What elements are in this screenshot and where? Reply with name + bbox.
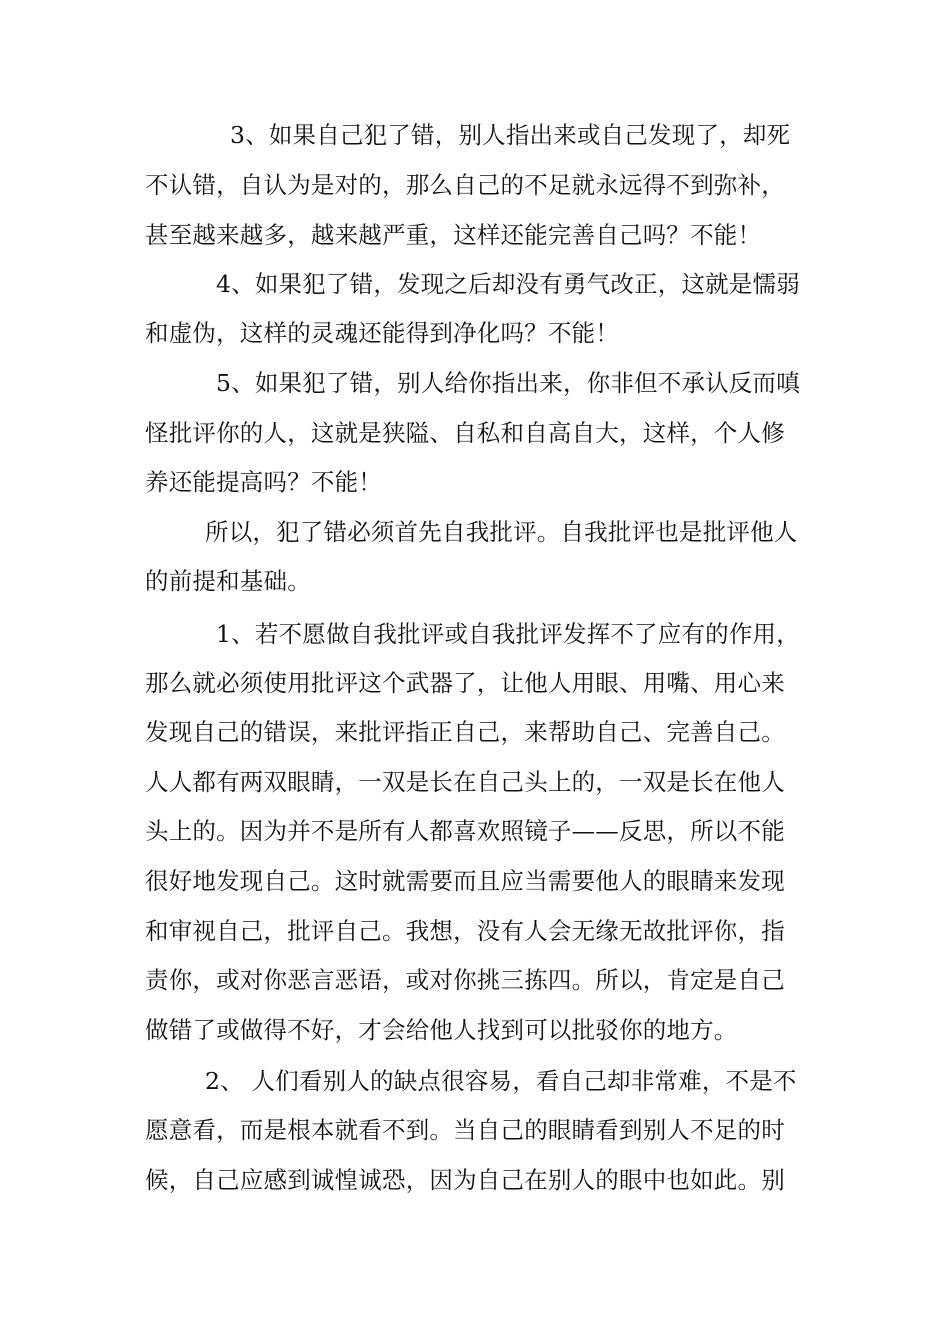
text-line: 的前提和基础。 <box>145 567 311 595</box>
text-line: 做错了或做得不好，才会给他人找到可以批驳你的地方。 <box>145 1016 738 1044</box>
text-line: 所以，犯了错必须首先自我批评。自我批评也是批评他人 <box>205 518 798 546</box>
text-line: 和审视自己，批评自己。我想，没有人会无缘无故批评你，指 <box>145 917 785 945</box>
text-line: 5、如果犯了错，别人给你指出来，你非但不承认反而嗔 <box>216 369 800 397</box>
text-line: 3、如果自己犯了错，别人指出来或自己发现了，却死 <box>230 121 791 149</box>
text-line: 1、若不愿做自我批评或自我批评发挥不了应有的作用， <box>216 620 800 648</box>
text-line: 很好地发现自己。这时就需要而且应当需要他人的眼睛来发现 <box>145 867 785 895</box>
text-line: 愿意看，而是根本就看不到。当自己的眼睛看到别人不足的时 <box>145 1116 785 1144</box>
text-line: 怪批评你的人，这就是狭隘、自私和自高自大，这样，个人修 <box>145 419 785 447</box>
text-line: 不认错，自认为是对的，那么自己的不足就永远得不到弥补， <box>145 171 785 199</box>
text-line: 那么就必须使用批评这个武器了，让他人用眼、用嘴、用心来 <box>145 669 785 697</box>
text-line: 甚至越来越多，越来越严重，这样还能完善自己吗？不能！ <box>145 221 762 249</box>
text-line: 头上的。因为并不是所有人都喜欢照镜子——反思，所以不能 <box>145 817 785 845</box>
text-line: 责你，或对你恶言恶语，或对你挑三拣四。所以，肯定是自己 <box>145 966 785 994</box>
text-line: 候，自己应感到诚惶诚恐，因为自己在别人的眼中也如此。别 <box>145 1166 785 1194</box>
text-line: 2、 人们看别人的缺点很容易，看自己却非常难，不是不 <box>205 1067 797 1095</box>
text-line: 养还能提高吗？不能！ <box>145 468 382 496</box>
text-line: 4、如果犯了错，发现之后却没有勇气改正，这就是懦弱 <box>216 270 800 298</box>
text-line: 和虚伪，这样的灵魂还能得到净化吗？不能！ <box>145 319 619 347</box>
text-line: 发现自己的错误，来批评指正自己，来帮助自己、完善自己。 <box>145 718 785 746</box>
text-line: 人人都有两双眼睛，一双是长在自己头上的，一双是长在他人 <box>145 768 785 796</box>
